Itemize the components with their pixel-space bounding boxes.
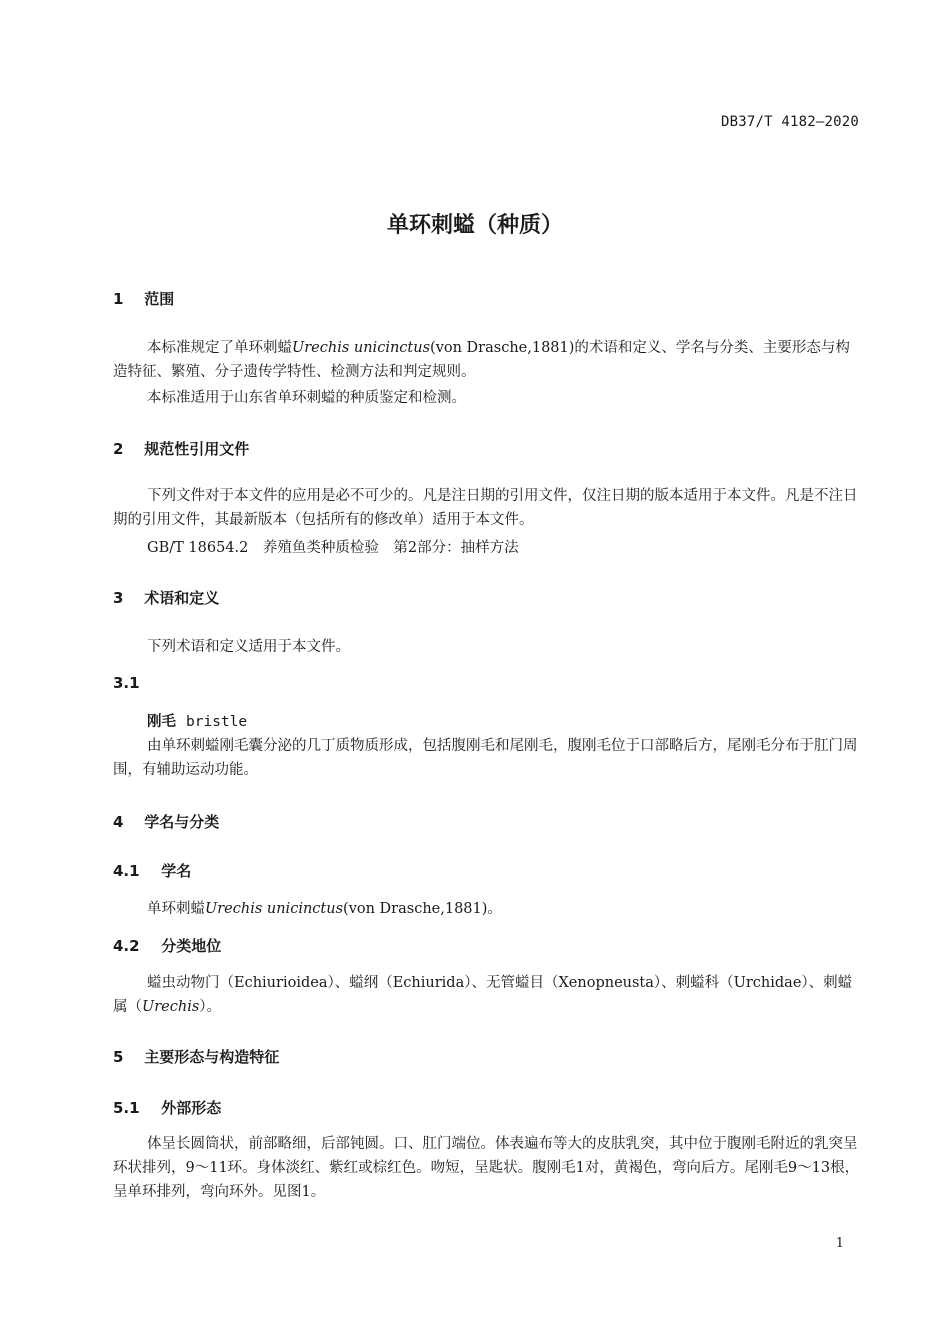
term-english: bristle [186, 714, 248, 730]
section-heading-4 [113, 811, 219, 832]
page-number: 1 [835, 1236, 844, 1251]
section-number: 4 [113, 813, 124, 831]
section-title: 主要形态与构造特征 [144, 1048, 280, 1066]
reference-item: GB/T 18654.2 养殖鱼类种质检验 第2部分：抽样方法 [147, 540, 519, 556]
subsection-heading-5-1 [113, 1097, 221, 1118]
taxonomy-paragraph [113, 971, 861, 1019]
term-chinese: 刚毛 [147, 714, 176, 730]
subsection-number: 5.1 [113, 1099, 140, 1117]
subsection-title: 外部形态 [161, 1099, 222, 1117]
terms-intro: 下列术语和定义适用于本文件。 [147, 639, 350, 655]
section-heading-2 [113, 438, 249, 459]
subsection-number-3-1 [113, 674, 140, 692]
scientific-name: Urechis unicinctus [205, 901, 344, 917]
scope-paragraph-2: 本标准适用于山东省单环刺螠的种质鉴定和检测。 [147, 390, 466, 406]
section-heading-1 [113, 288, 174, 309]
section-title: 术语和定义 [144, 589, 220, 607]
subsection-heading-4-2 [113, 935, 221, 956]
section-title: 范围 [144, 290, 175, 308]
section-number: 5 [113, 1048, 124, 1066]
subsection-title: 分类地位 [161, 937, 222, 955]
subsection-number: 4.1 [113, 862, 140, 880]
author-year: (von Drasche,1881)。 [343, 901, 502, 917]
subsection-number: 3.1 [113, 674, 140, 692]
section-number: 2 [113, 440, 124, 458]
taxonomy-text-pre: 螠虫动物门（Echiurioidea）、螠纲（Echiurida）、无管螠目（Xenopneusta）、刺螠科（Urchidae）、刺螠属（ [113, 975, 853, 1015]
subsection-heading-4-1 [113, 860, 191, 881]
page-title: 单环刺螠（种质） [386, 213, 563, 238]
scope-text-post: (von Drasche,1881)的术语和定义、学名与分类、主要形态与构造特征、繁殖、分子遗传学特性、检测方法和判定规则。 [113, 340, 850, 380]
references-paragraph: 下列文件对于本文件的应用是必不可少的。凡是注日期的引用文件，仅注日期的版本适用于本文件。凡是不注日期的引用文件，其最新版本（包括所有的修改单）适用于本文件。 [113, 488, 858, 528]
scientific-name-line [147, 897, 502, 918]
genus-name: Urechis [142, 999, 200, 1015]
scientific-name: Urechis unicinctus [292, 340, 431, 356]
scope-text-pre: 本标准规定了单环刺螠 [147, 340, 292, 356]
section-heading-3 [113, 587, 219, 608]
taxonomy-text-post: ）。 [199, 999, 222, 1015]
subsection-number: 4.2 [113, 937, 140, 955]
section-number: 3 [113, 589, 124, 607]
morphology-paragraph: 体呈长圆筒状，前部略细，后部钝圆。口、肛门端位。体表遍布等大的皮肤乳突，其中位于腹刚毛附近的乳突呈环状排列，9～11环。身体淡红、紫红或棕红色。吻短，呈匙状。腹刚毛1对，黄褐色，弯向后方。尾刚毛9～13根，呈单环排列，弯向环外。见图1。 [113, 1136, 860, 1200]
scope-paragraph-1 [113, 336, 861, 384]
section-title: 学名与分类 [144, 813, 220, 831]
section-heading-5 [113, 1046, 279, 1067]
section-title: 规范性引用文件 [144, 440, 250, 458]
document-number: DB37/T 4182—2020 [720, 114, 859, 130]
subsection-title: 学名 [161, 862, 192, 880]
name-cn: 单环刺螠 [147, 901, 205, 917]
section-number: 1 [113, 290, 124, 308]
term-entry [147, 710, 247, 731]
term-definition: 由单环刺螠刚毛囊分泌的几丁质物质形成，包括腹刚毛和尾刚毛，腹刚毛位于口部略后方，尾刚毛分布于肛门周围，有辅助运动功能。 [113, 738, 858, 778]
